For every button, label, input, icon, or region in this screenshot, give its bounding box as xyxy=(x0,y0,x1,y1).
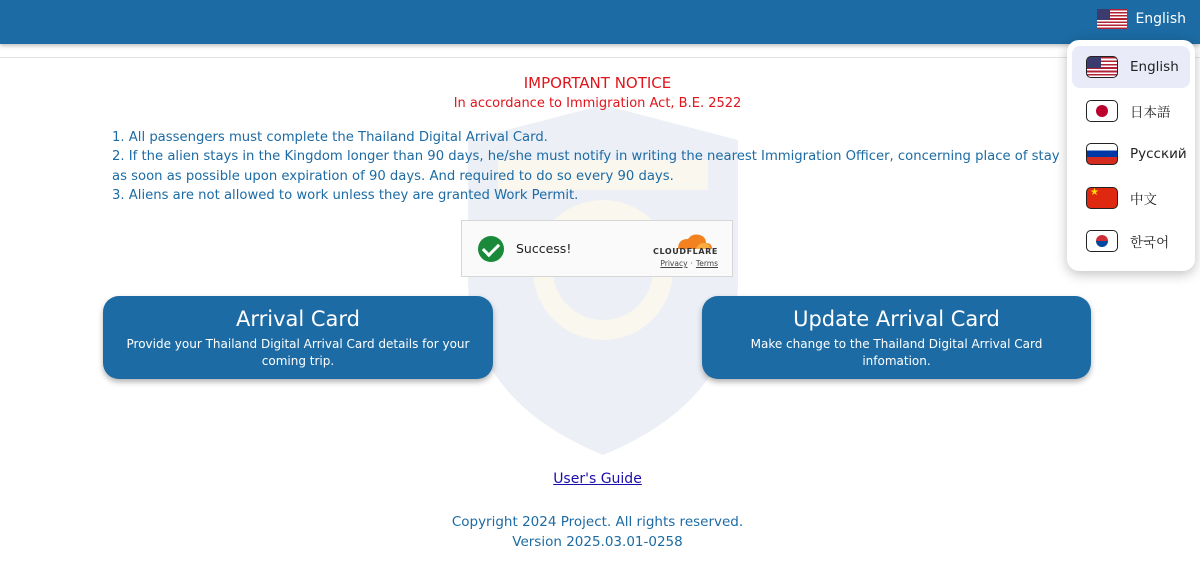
check-icon xyxy=(478,236,504,262)
update-arrival-card-title: Update Arrival Card xyxy=(793,307,1000,331)
language-option-label: 日本語 xyxy=(1130,104,1171,121)
us-flag-icon xyxy=(1097,9,1127,29)
cloudflare-brand: CLOUDFLARE xyxy=(653,247,718,256)
korea-flag-icon xyxy=(1086,230,1118,252)
arrival-card-title: Arrival Card xyxy=(235,307,361,331)
footer xyxy=(0,512,1195,552)
language-option-label: Русский xyxy=(1130,146,1187,163)
notice-rules xyxy=(112,128,1072,205)
copyright-text: Copyright 2024 Project. All rights reserved. xyxy=(451,514,744,530)
version-text: Version 2025.03.01-0258 xyxy=(512,534,683,550)
china-flag-icon xyxy=(1086,187,1118,209)
language-selector[interactable] xyxy=(1097,7,1186,31)
terms-link[interactable]: Terms xyxy=(695,259,718,268)
rule-item: 3. Aliens are not allowed to work unless they are granted Work Permit. xyxy=(112,187,579,203)
users-guide-link[interactable]: User's Guide xyxy=(553,471,642,487)
language-option-korean[interactable] xyxy=(1072,220,1190,262)
notice-subtitle: In accordance to Immigration Act, B.E. 2522 xyxy=(453,96,742,111)
rule-item: as soon as possible upon expiration of 90 days. And required to do so every 90 days. xyxy=(112,168,674,184)
language-option-label: English xyxy=(1130,59,1179,75)
arrival-card-button[interactable] xyxy=(103,296,493,379)
captcha-status: Success! xyxy=(516,241,572,256)
update-arrival-card-button[interactable] xyxy=(702,296,1091,379)
notice-title: IMPORTANT NOTICE xyxy=(523,74,672,92)
russia-flag-icon xyxy=(1086,143,1118,165)
language-option-english[interactable] xyxy=(1072,46,1190,88)
captcha-links xyxy=(660,259,718,268)
top-bar xyxy=(0,0,1200,44)
us-flag-icon xyxy=(1086,56,1118,78)
language-dropdown xyxy=(1067,40,1195,271)
update-arrival-card-description: Make change to the Thailand Digital Arrival Card infomation. xyxy=(750,337,1043,368)
language-option-chinese[interactable] xyxy=(1072,177,1190,219)
language-option-japanese[interactable] xyxy=(1072,90,1190,132)
cloudflare-captcha[interactable] xyxy=(461,220,733,277)
rule-item: 1. All passengers must complete the Thailand Digital Arrival Card. xyxy=(112,130,548,145)
privacy-link[interactable]: Privacy xyxy=(660,259,688,268)
japan-flag-icon xyxy=(1086,100,1118,122)
language-option-russian[interactable] xyxy=(1072,133,1190,175)
language-option-label: 中文 xyxy=(1130,191,1157,208)
arrival-card-description: Provide your Thailand Digital Arrival Card details for your coming trip. xyxy=(126,337,470,368)
language-option-label: 한국어 xyxy=(1130,235,1170,252)
language-selector-label: English xyxy=(1135,11,1186,27)
link-separator: · xyxy=(690,259,693,268)
rule-item: 2. If the alien stays in the Kingdom longer than 90 days, he/she must notify in writing the nearest Immigration Officer, concerning place of stay xyxy=(112,149,1060,165)
